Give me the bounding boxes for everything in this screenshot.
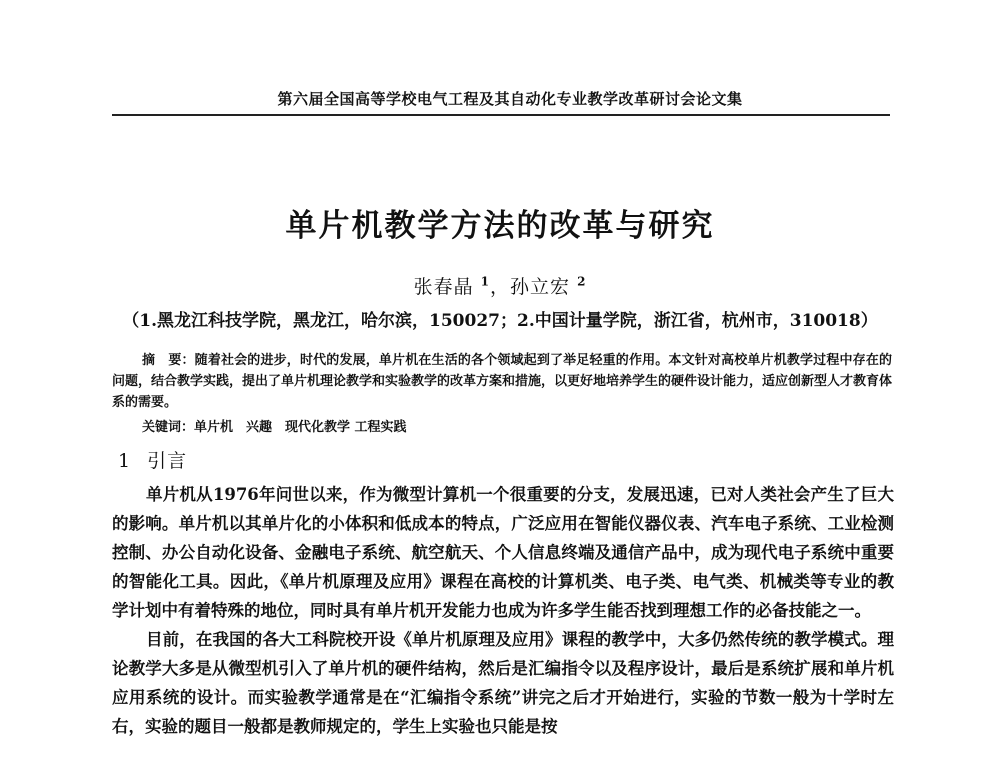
author-line	[0, 272, 1000, 299]
author-affiliation-mark: 1	[480, 274, 490, 289]
author-separator: ，	[489, 276, 510, 298]
author-name: 张春晶	[413, 276, 474, 298]
section-title: 引言	[147, 450, 188, 472]
keywords-text: 单片机 兴趣 现代化教学 工程实践	[194, 420, 407, 435]
running-header: 第六届全国高等学校电气工程及其自动化专业教学改革研讨会论文集	[277, 90, 743, 108]
abstract	[112, 350, 892, 413]
body-paragraph: 目前，在我国的各大工科院校开设《单片机原理及应用》课程的教学中，大多仍然传统的教学模式。理论教学大多是从微型机引入了单片机的硬件结构，然后是汇编指令以及程序设计，最后是系统扩展和单片机应用系统的设计。而实验教学通常是在“汇编指令系统”讲完之后才开始进行，实验的节数一般为十学时左右，实验的题目一般都是教师规定的，学生上实验也只能是按	[112, 630, 894, 736]
section-heading	[118, 446, 187, 473]
author-affiliation-mark: 2	[577, 274, 587, 289]
paper-title: 单片机教学方法的改革与研究	[285, 208, 715, 244]
keywords	[142, 416, 407, 435]
keywords-label: 关键词：	[142, 420, 195, 435]
section-body	[112, 480, 894, 741]
section-number: 1	[118, 450, 132, 472]
header-rule	[112, 114, 890, 116]
affiliation-line: （1.黑龙江科技学院，黑龙江，哈尔滨，150027；2.中国计量学院，浙江省，杭州市，310018）	[122, 311, 878, 331]
author-name: 孙立宏	[510, 276, 571, 298]
abstract-text: 随着社会的进步，时代的发展，单片机在生活的各个领域起到了举足轻重的作用。本文针对高校单片机教学过程中存在的问题，结合教学实践，提出了单片机理论教学和实验教学的改革方案和措施，以更好地培养学生的硬件设计能力，适应创新型人才教育体系的需要。	[112, 353, 893, 410]
abstract-label: 摘 要：	[142, 353, 195, 368]
body-paragraph: 单片机从1976年问世以来，作为微型计算机一个很重要的分支，发展迅速，已对人类社会产生了巨大的影响。单片机以其单片化的小体积和低成本的特点，广泛应用在智能仪器仪表、汽车电子系统、工业检测控制、办公自动化设备、金融电子系统、航空航天、个人信息终端及通信产品中，成为现代电子系统中重要的智能化工具。因此，《单片机原理及应用》课程在高校的计算机类、电子类、电气类、机械类等专业的教学计划中有着特殊的地位，同时具有单片机开发能力也成为许多学生能否找到理想工作的必备技能之一。	[112, 485, 894, 620]
